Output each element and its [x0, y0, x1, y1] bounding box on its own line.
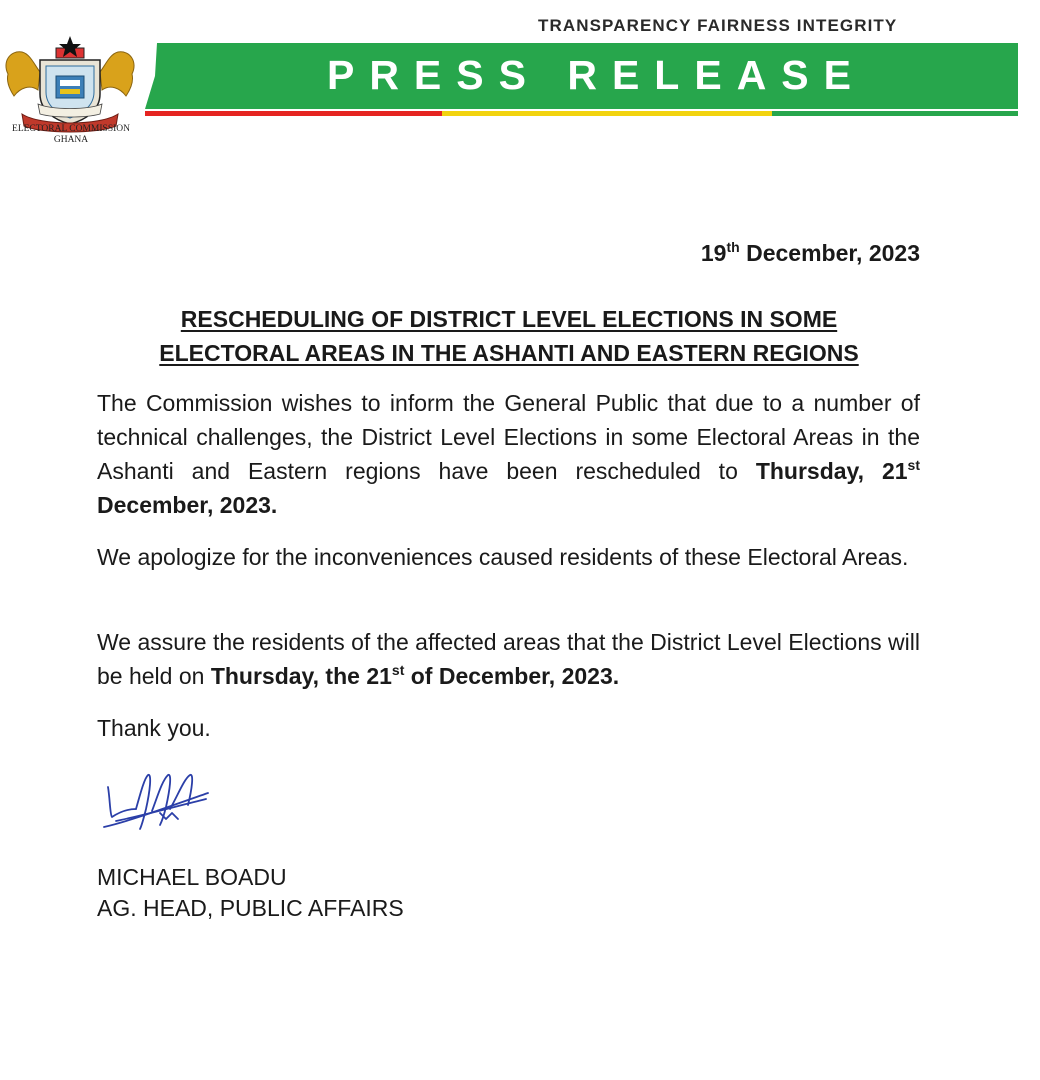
logo-caption [0, 124, 142, 146]
paragraph3-bold-day: Thursday, the 21 [210, 663, 392, 689]
paragraph1-text: The Commission wishes to inform the General Public that due to a number of technical challenges, the District Level Elections in some Electoral Areas in the Ashanti and Eastern regions have been rescheduled to [97, 390, 920, 484]
paragraph-assurance [97, 625, 920, 693]
signatory-block [97, 862, 404, 924]
press-release-heading [98, 302, 920, 370]
date-suffix: th [726, 239, 740, 255]
paragraph3-text: We assure the residents of the affected areas that the District Level Elections will be held on [97, 629, 920, 689]
release-date [701, 240, 920, 267]
paragraph3-bold-suffix: st [391, 662, 405, 678]
paragraph1-bold-rest: December, 2023. [97, 492, 278, 518]
paragraph1-bold-suffix: st [907, 457, 920, 473]
paragraph3-date-bold [211, 663, 619, 689]
paragraph3-bold-rest: of December, 2023. [404, 663, 620, 689]
closing-text: Thank you. [97, 715, 211, 741]
logo-caption-line2: GHANA [53, 135, 89, 145]
signatory-name: MICHAEL BOADU [97, 864, 287, 890]
paragraph-announcement [97, 386, 920, 522]
logo-caption-line1: ELECTORAL COMMISSION [12, 124, 130, 134]
flag-stripe-red [145, 111, 442, 116]
flag-stripe-yellow [442, 111, 772, 116]
paragraph1-bold-day: Thursday, 21 [755, 458, 908, 484]
heading-line2: ELECTORAL AREAS IN THE ASHANTI AND EASTERN REGIONS [159, 340, 859, 366]
tagline: TRANSPARENCY FAIRNESS INTEGRITY [538, 16, 898, 35]
banner-title: PRESS RELEASE [326, 52, 867, 98]
handwritten-signature [96, 765, 216, 837]
date-day: 19 [700, 240, 727, 266]
flag-stripe-green [772, 111, 1018, 116]
paragraph-apology: We apologize for the inconveniences caused residents of these Electoral Areas. [97, 544, 909, 570]
signatory-title: AG. HEAD, PUBLIC AFFAIRS [97, 895, 404, 921]
heading-line1: RESCHEDULING OF DISTRICT LEVEL ELECTIONS IN SOME [180, 306, 838, 332]
date-rest: December, 2023 [739, 240, 920, 266]
